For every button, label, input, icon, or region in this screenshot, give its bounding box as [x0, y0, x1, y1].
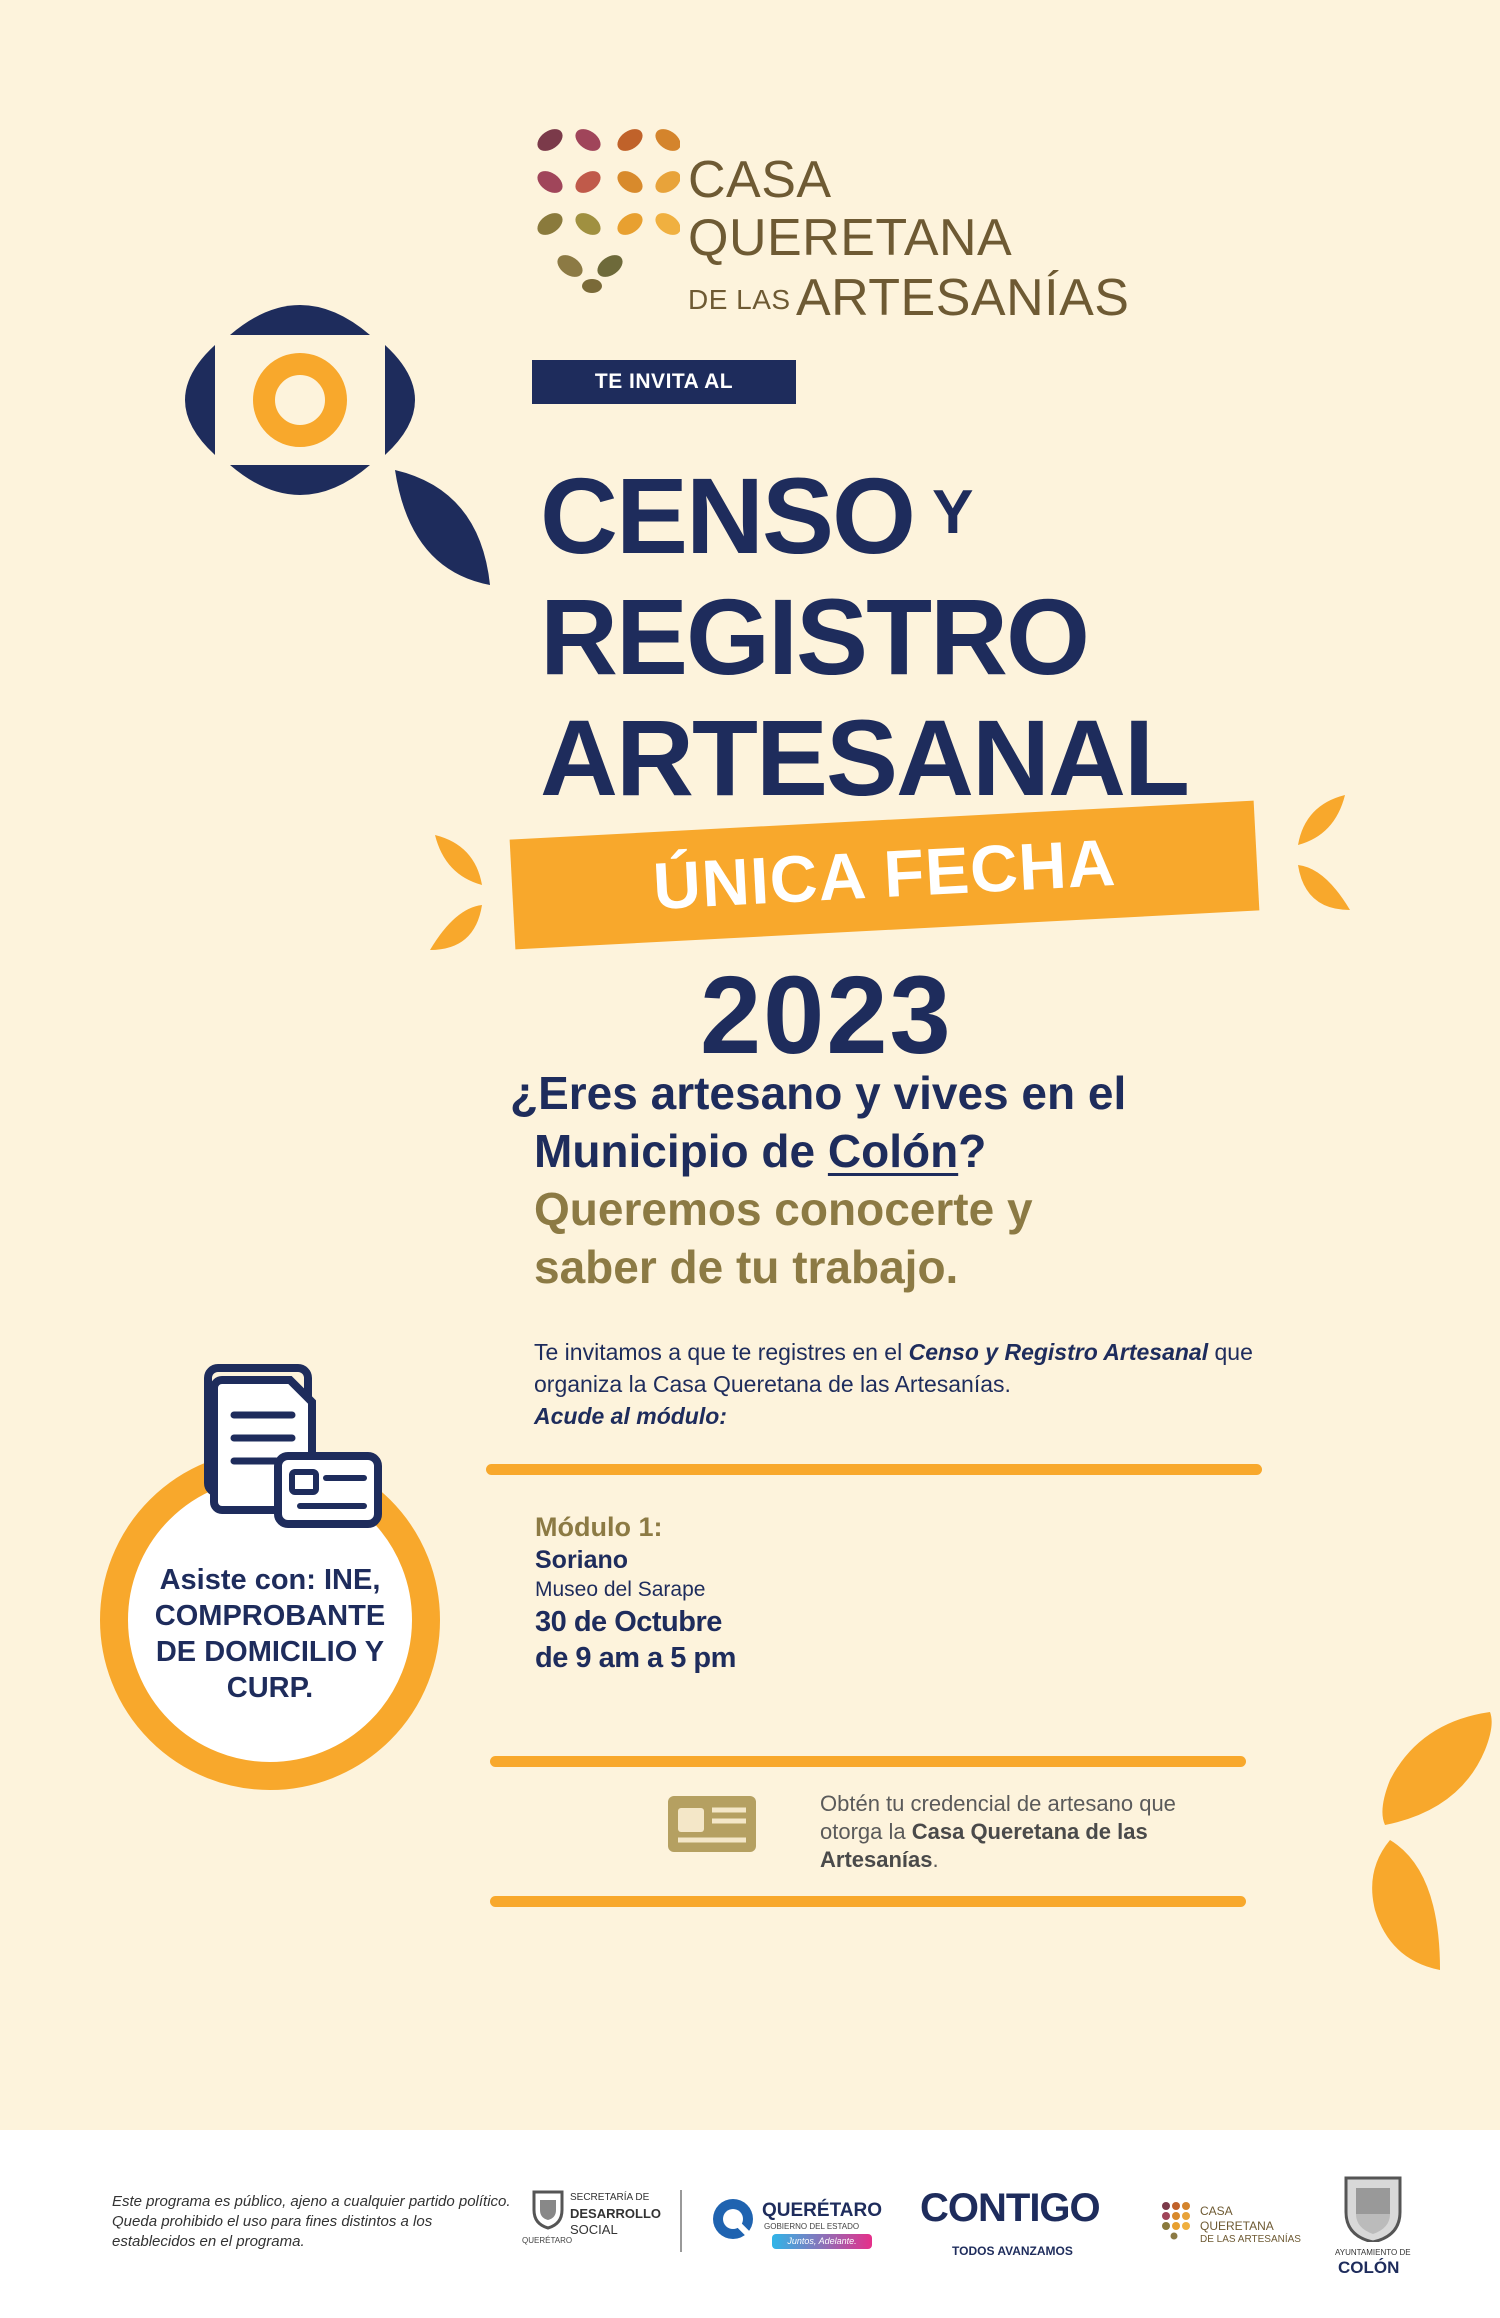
- sds-crest-icon: [528, 2186, 568, 2230]
- credential-text: [820, 1790, 1180, 1874]
- question-line-3: Queremos conocerte y: [534, 1183, 1033, 1235]
- documents-icon: [200, 1360, 390, 1530]
- cqa-line-3: DE LAS ARTESANÍAS: [1200, 2234, 1301, 2245]
- cqa-line-2: QUERETANA: [1200, 2219, 1274, 2233]
- invite-part-1: Te invitamos a que te registres en el: [534, 1339, 909, 1365]
- footer-separator: [680, 2190, 682, 2252]
- decorative-flower-icon: [180, 280, 500, 600]
- requirements-text: [128, 1562, 412, 1706]
- right-leaves-icon: [1270, 790, 1360, 920]
- requirements-line-4: CURP.: [226, 1672, 314, 1704]
- title-censo: CENSO: [540, 455, 915, 576]
- sds-line-1: SECRETARÍA DE: [570, 2192, 650, 2203]
- municipio-colon-link: Colón: [827, 1125, 959, 1177]
- credential-text-1: Obtén tu credencial de artesano que otorga la: [820, 1791, 1176, 1844]
- module-venue: Museo del Sarape: [535, 1578, 706, 1601]
- module-hours: de 9 am a 5 pm: [535, 1642, 736, 1674]
- divider-middle: [490, 1756, 1246, 1767]
- queretaro-logo-icon: [710, 2196, 756, 2242]
- credential-card-icon: [668, 1796, 756, 1852]
- divider-top: [486, 1464, 1262, 1475]
- queretaro-title: QUERÉTARO: [762, 2200, 882, 2221]
- requirements-line-1: Asiste con: INE,: [159, 1564, 381, 1596]
- cqa-line-1: CASA: [1200, 2204, 1233, 2218]
- module-place: Soriano: [535, 1546, 629, 1574]
- left-leaves-icon: [420, 830, 510, 960]
- requirements-line-2: COMPROBANTE: [154, 1600, 386, 1632]
- question-prefix: Municipio de: [534, 1125, 828, 1177]
- event-year: 2023: [700, 954, 953, 1077]
- divider-bottom: [490, 1896, 1246, 1907]
- credential-text-2: .: [932, 1847, 939, 1872]
- queretaro-tag: Juntos, Adelante.: [772, 2234, 872, 2249]
- title-line-registro: REGISTRO: [540, 576, 1089, 697]
- question-line-1: ¿Eres artesano y vives en el: [510, 1067, 1127, 1119]
- invite-acude: Acude al módulo:: [534, 1403, 727, 1429]
- module-title: Módulo 1:: [535, 1512, 663, 1542]
- invite-emphasis: Censo y Registro Artesanal: [908, 1339, 1209, 1365]
- invite-part-2: que organiza la Casa Queretana de las Artesanías.: [534, 1339, 1253, 1397]
- sds-line-3: SOCIAL: [570, 2222, 618, 2237]
- cqa-small-logo-icon: [1160, 2200, 1196, 2240]
- invite-badge: TE INVITA AL: [532, 360, 796, 404]
- title-y: Y: [932, 478, 975, 547]
- question-line-2: [534, 1122, 986, 1180]
- contigo-title: CONTIGO: [920, 2186, 1100, 2230]
- footer-disclaimer: Este programa es público, ajeno a cualquier partido político. Queda prohibido el uso para fines distintos a los establecidos en el programa.: [112, 2193, 511, 2250]
- requirements-line-3: DE DOMICILIO Y: [155, 1636, 385, 1668]
- date-banner-label: ÚNICA FECHA: [651, 824, 1118, 924]
- invite-paragraph: [534, 1336, 1294, 1432]
- title-line-artesanal: ARTESANAL: [540, 697, 1188, 818]
- question-line-4: saber de tu trabajo.: [534, 1241, 959, 1293]
- colon-crest-icon: [1338, 2170, 1408, 2242]
- right-side-leaves-icon: [1270, 1700, 1500, 1980]
- credential-bold: Casa Queretana de las Artesanías: [820, 1819, 1148, 1872]
- sds-subtext: QUERÉTARO: [522, 2236, 573, 2245]
- logo-text-queretana: QUERETANA: [688, 209, 1013, 267]
- question-suffix: ?: [958, 1125, 987, 1177]
- module-date: 30 de Octubre: [535, 1606, 722, 1638]
- logo-text-de-las: DE LAS: [688, 284, 791, 315]
- logo-text-artesanias: ARTESANÍAS: [796, 269, 1130, 327]
- sds-line-2: DESARROLLO: [570, 2206, 661, 2221]
- colon-small: AYUNTAMIENTO DE: [1335, 2248, 1411, 2257]
- logo-text-casa: CASA: [688, 151, 832, 209]
- title-line-censo: [540, 455, 975, 576]
- colon-big: COLÓN: [1338, 2258, 1400, 2277]
- casa-queretana-logo-icon: [530, 120, 680, 295]
- queretaro-sub: GOBIERNO DEL ESTADO: [764, 2222, 860, 2231]
- contigo-sub: TODOS AVANZAMOS: [952, 2244, 1073, 2258]
